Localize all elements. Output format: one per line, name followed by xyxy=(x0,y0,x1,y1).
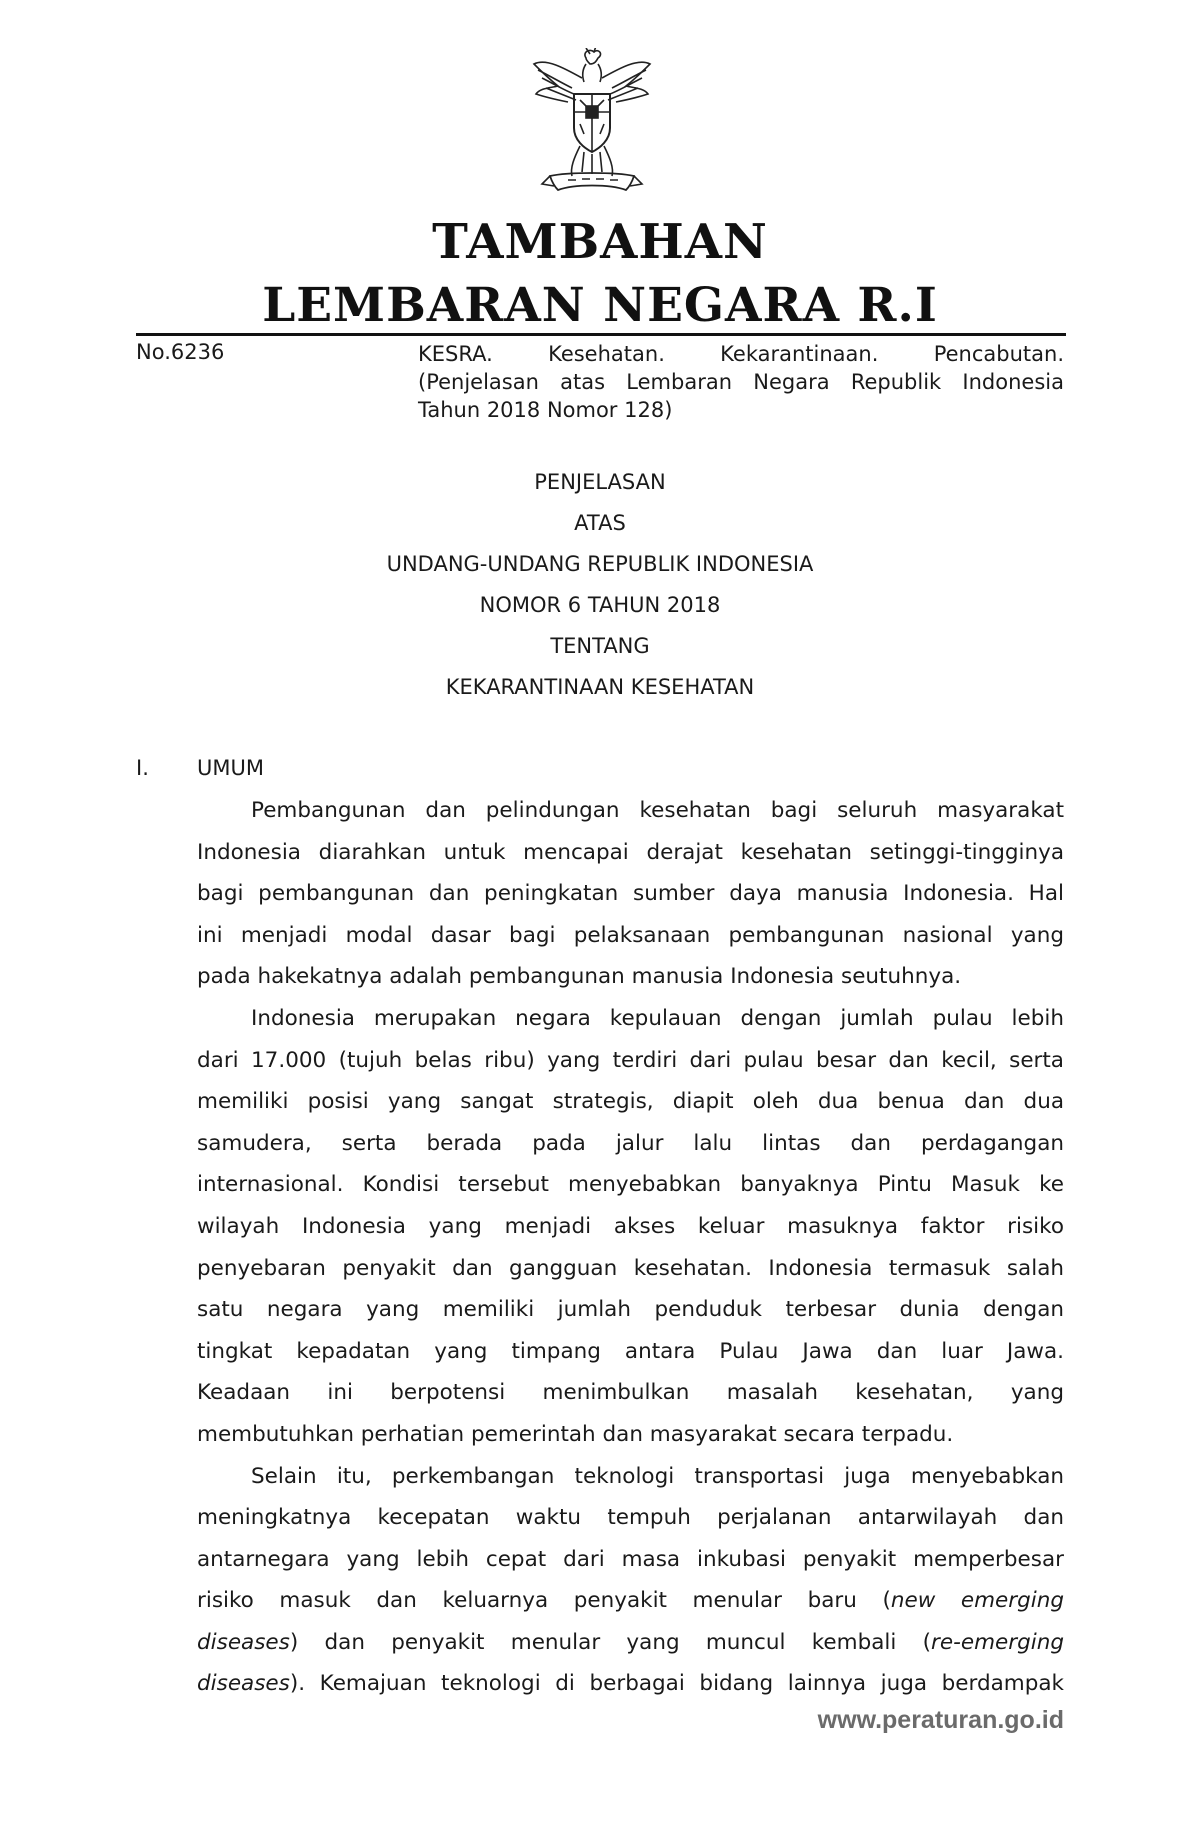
paragraph-line: dari 17.000 (tujuh belas ribu) yang terdiri dari pulau besar dan kecil, serta xyxy=(197,1047,1064,1073)
paragraph-line: Indonesia merupakan negara kepulauan dengan jumlah pulau lebih xyxy=(251,1005,1064,1031)
paragraph-line: membutuhkan perhatian pemerintah dan masyarakat secara terpadu. xyxy=(197,1421,954,1447)
paragraph-line: meningkatnya kecepatan waktu tempuh perjalanan antarwilayah dan xyxy=(197,1505,1064,1531)
paragraph-line: internasional. Kondisi tersebut menyebabkan banyaknya Pintu Masuk ke xyxy=(197,1172,1064,1198)
section-number: I. xyxy=(136,756,149,780)
paragraph-line: antarnegara yang lebih cepat dari masa inkubasi penyakit memperbesar xyxy=(197,1546,1064,1572)
paragraph xyxy=(197,998,1064,1456)
paragraph-line: Indonesia diarahkan untuk mencapai derajat kesehatan setinggi-tingginya xyxy=(197,839,1064,865)
title-line: NOMOR 6 TAHUN 2018 xyxy=(479,593,721,617)
gazette-description-line: KESRA. Kesehatan. Kekarantinaan. Pencabutan. xyxy=(418,342,1064,366)
footer-url: www.peraturan.go.id xyxy=(817,1706,1064,1734)
title-line: TENTANG xyxy=(550,634,650,658)
paragraph-line: Keadaan ini berpotensi menimbulkan masalah kesehatan, yang xyxy=(197,1380,1064,1406)
document-title xyxy=(0,462,1200,708)
paragraph-line: samudera, serta berada pada jalur lalu lintas dan perdagangan xyxy=(197,1130,1064,1156)
paragraph-line: wilayah Indonesia yang menjadi akses keluar masuknya faktor risiko xyxy=(197,1213,1064,1239)
title-line: UNDANG-UNDANG REPUBLIK INDONESIA xyxy=(386,552,814,576)
paragraph-line: bagi pembangunan dan peningkatan sumber daya manusia Indonesia. Hal xyxy=(197,881,1064,907)
paragraph-line: memiliki posisi yang sangat strategis, diapit oleh dua benua dan dua xyxy=(197,1089,1064,1115)
gazette-description-line: (Penjelasan atas Lembaran Negara Republik Indonesia xyxy=(418,370,1064,394)
masthead-rule xyxy=(136,333,1066,336)
paragraph-line: penyebaran penyakit dan gangguan kesehatan. Indonesia termasuk salah xyxy=(197,1255,1064,1281)
paragraph-line: diseases). Kemajuan teknologi di berbagai bidang lainnya juga berdampak xyxy=(197,1671,1064,1697)
paragraph xyxy=(197,790,1064,998)
paragraph-line: ini menjadi modal dasar bagi pelaksanaan pembangunan nasional yang xyxy=(197,922,1064,948)
paragraph-line: satu negara yang memiliki jumlah penduduk terbesar dunia dengan xyxy=(197,1297,1064,1323)
gazette-description xyxy=(418,340,1064,424)
title-line: PENJELASAN xyxy=(534,470,666,494)
gazette-number: No.6236 xyxy=(136,340,225,364)
paragraph-line: risiko masuk dan keluarnya penyakit menular baru (new emerging xyxy=(197,1588,1065,1614)
paragraph-line: Selain itu, perkembangan teknologi transportasi juga menyebabkan xyxy=(251,1463,1064,1489)
section-title: UMUM xyxy=(197,756,264,780)
paragraph xyxy=(197,1456,1064,1706)
paragraph-line: Pembangunan dan pelindungan kesehatan bagi seluruh masyarakat xyxy=(251,798,1064,823)
paragraph-line: diseases) dan penyakit menular yang muncul kembali (re-emerging xyxy=(197,1629,1064,1655)
garuda-emblem-icon xyxy=(524,48,660,204)
title-line: KEKARANTINAAN KESEHATAN xyxy=(445,675,755,699)
title-line: ATAS xyxy=(574,511,626,535)
gazette-description-line: Tahun 2018 Nomor 128) xyxy=(418,398,673,422)
masthead-subtitle: LEMBARAN NEGARA R.I xyxy=(262,278,938,333)
paragraph-line: pada hakekatnya adalah pembangunan manusia Indonesia seutuhnya. xyxy=(197,964,962,990)
document-body xyxy=(197,790,1064,1705)
paragraph-line: tingkat kepadatan yang timpang antara Pulau Jawa dan luar Jawa. xyxy=(197,1338,1064,1364)
masthead-title: TAMBAHAN xyxy=(432,214,768,270)
